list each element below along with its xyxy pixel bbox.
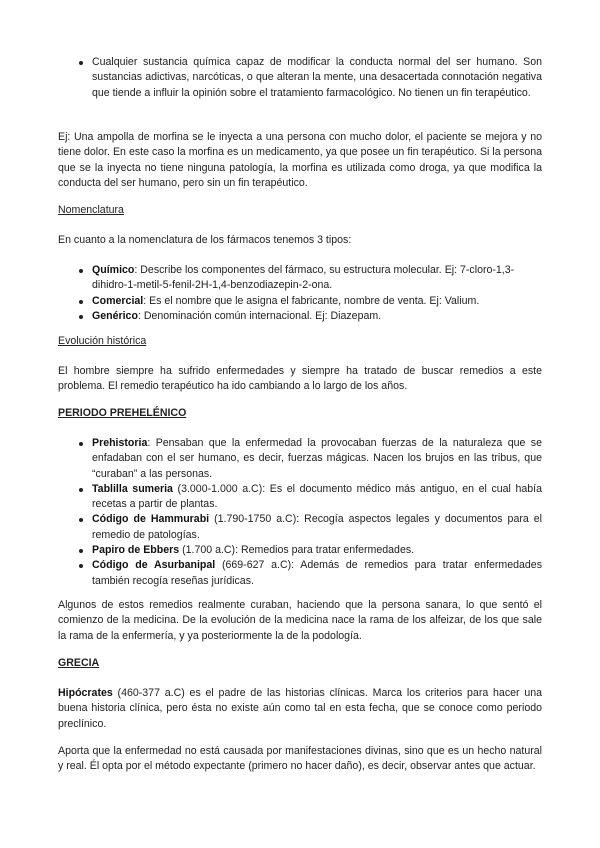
bullet-icon bbox=[79, 300, 83, 304]
example-paragraph: Ej: Una ampolla de morfina se le inyecta a una persona con mucho dolor, el paciente se mejora y no tiene dolor. En este caso la morfina es un medicamento, ya que posee un fin terapéutico. Si la persona que se la inyecta no tiene ninguna patología, la morfina es utilizada como droga, ya que modifica la conducta del ser humano, pero sin un fin terapéutico. bbox=[58, 131, 542, 189]
term: Código de Hammurabi bbox=[92, 513, 210, 526]
history-paragraph: El hombre siempre ha sufrido enfermedades y siempre ha tratado de buscar remedios a este problema. El remedio terapéutico ha ido cambiando a lo largo de los años. bbox=[58, 365, 542, 393]
bullet-icon bbox=[79, 61, 83, 65]
list-item: Químico: Describe los componentes del fármaco, su estructura molecular. Ej: 7-cloro-1,3-dihidro-1-metil-5-fenil-2H-1,4-benzodiazepin-2-ona. bbox=[58, 263, 542, 294]
list-item: Prehistoria: Pensaban que la enfermedad la provocaban fuerzas de la naturaleza que se enfadaban con el ser humano, es decir, fuerzas mágicas. Nacen los brujos en las tribus, que “curaban” a las personas. bbox=[58, 436, 542, 482]
heading-history: Evolución histórica bbox=[58, 335, 147, 347]
bullet-icon bbox=[79, 518, 83, 522]
intro-bullet-list bbox=[58, 55, 542, 101]
term: Genérico bbox=[92, 309, 138, 322]
heading-nomenclature: Nomenclatura bbox=[58, 204, 124, 216]
remedies-paragraph: Algunos de estos remedios realmente curaban, haciendo que la persona sanara, lo que sentó el comienzo de la medicina. De la evolución de la medicina nace la rama de los alfeizar, de los que sale la rama de la enfermería, y ya posteriormente la de la podología. bbox=[58, 599, 542, 642]
term: Papiro de Ebbers bbox=[92, 544, 180, 557]
nomenclature-list bbox=[58, 263, 542, 324]
bullet-icon bbox=[79, 269, 83, 273]
bullet-icon bbox=[79, 549, 83, 553]
nomenclature-intro: En cuanto a la nomenclatura de los fármacos tenemos 3 tipos: bbox=[58, 234, 352, 246]
bullet-icon bbox=[79, 315, 83, 319]
list-item: Código de Asurbanipal (669-627 a.C): Además de remedios para tratar enfermedades también recogía reseñas jurídicas. bbox=[58, 558, 542, 589]
contribution-paragraph: Aporta que la enfermedad no está causada por manifestaciones divinas, sino que es un hecho natural y real. Él opta por el método expectante (primero no hacer daño), es decir, observar antes que actuar. bbox=[58, 745, 542, 773]
prehellenic-list bbox=[58, 436, 542, 589]
term: Químico bbox=[92, 264, 135, 276]
heading-prehellenic: PERIODO PREHELÉNICO bbox=[58, 407, 187, 419]
list-item: Tablilla sumeria (3.000-1.000 a.C): Es el documento médico más antiguo, en el cual había recetas a partir de plantas. bbox=[58, 482, 542, 513]
term: Hipócrates bbox=[58, 687, 113, 699]
bullet-icon bbox=[79, 442, 83, 446]
hippocrates-paragraph: Hipócrates (460-377 a.C) es el padre de las historias clínicas. Marca los criterios para hacer una buena historia clínica, pero ésta no existe aún como tal en esta fecha, que se conoce como periodo preclínico. bbox=[58, 687, 542, 730]
list-item: Código de Hammurabi (1.790-1750 a.C): Recogía aspectos legales y documentos para el remedio de patologías. bbox=[58, 512, 542, 543]
term: Código de Asurbanipal bbox=[92, 559, 216, 572]
bullet-icon bbox=[79, 488, 83, 492]
term: Comercial bbox=[92, 294, 144, 307]
list-item: Papiro de Ebbers (1.700 a.C): Remedios para tratar enfermedades. bbox=[58, 543, 542, 558]
heading-greece: GRECIA bbox=[58, 657, 100, 669]
bullet-icon bbox=[79, 564, 83, 568]
list-item: Comercial: Es el nombre que le asigna el fabricante, nombre de venta. Ej: Valium. bbox=[58, 294, 542, 309]
list-item: Cualquier sustancia química capaz de modificar la conducta normal del ser humano. Son sustancias adictivas, narcóticas, o que alteran la mente, una desacertada connotación negativa que tiende a influir la opinión sobre el tratamiento farmacológico. No tienen un fin terapéutico. bbox=[58, 55, 542, 101]
term: Prehistoria bbox=[92, 437, 148, 449]
term: Tablilla sumeria bbox=[92, 482, 173, 495]
list-item: Genérico: Denominación común internacional. Ej: Diazepam. bbox=[58, 309, 542, 324]
